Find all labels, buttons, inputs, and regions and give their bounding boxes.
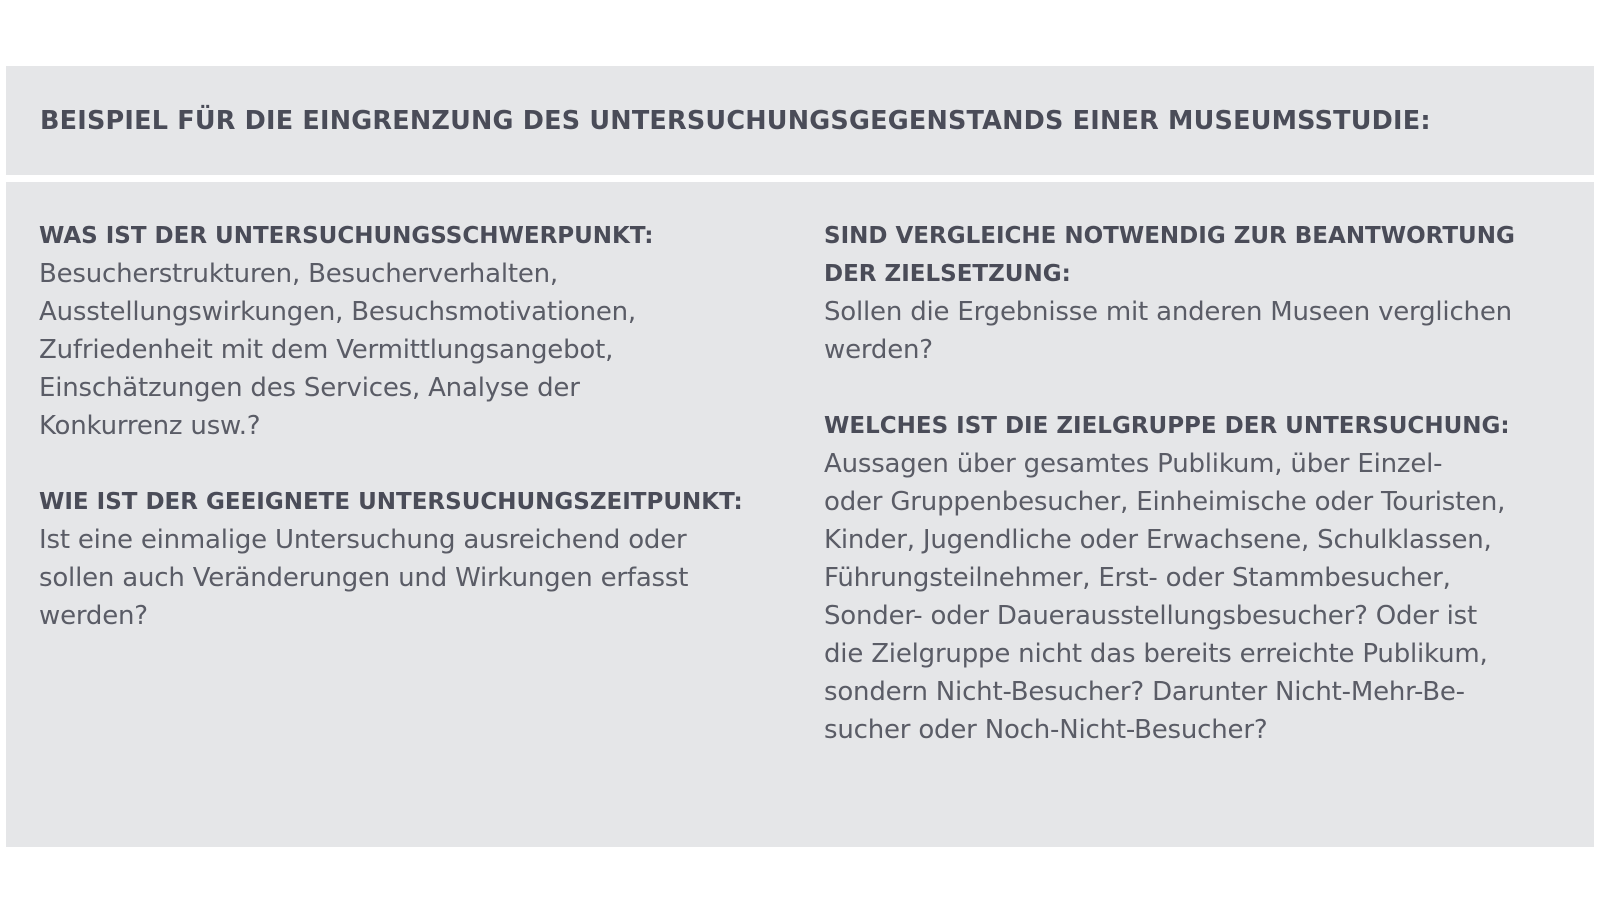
timing-text-line: werden? (39, 601, 148, 631)
target-group-text-line: Aussagen über gesamtes Publikum, über Einzel- (824, 449, 1443, 479)
target-group-text-line: sondern Nicht-Besucher? Darunter Nicht-Mehr-Be- (824, 677, 1465, 707)
target-group-text-line: Sonder- oder Dauerausstellungsbesucher? Oder ist (824, 601, 1478, 631)
target-group-text-line: oder Gruppenbesucher, Einheimische oder Touristen, (824, 487, 1506, 517)
target-group-text-line: Führungsteilnehmer, Erst- oder Stammbesucher, (824, 563, 1451, 593)
left-column (39, 217, 779, 673)
focus-text-line: Einschätzungen des Services, Analyse der (39, 373, 580, 403)
timing-text-line: Ist eine einmalige Untersuchung ausreichend oder (39, 525, 687, 555)
page-title: BEISPIEL FÜR DIE EINGRENZUNG DES UNTERSUCHUNGSGEGENSTANDS EINER MUSEUMSSTUDIE: (40, 105, 1431, 136)
target-group-text-line: die Zielgruppe nicht das bereits erreichte Publikum, (824, 639, 1488, 669)
comparison-text-line: Sollen die Ergebnisse mit anderen Museen verglichen (824, 297, 1512, 327)
header-band (6, 66, 1594, 175)
comparison-heading: SIND VERGLEICHE NOTWENDIG ZUR BEANTWORTUNG (824, 223, 1515, 249)
focus-block (39, 217, 779, 445)
target-group-text-line: sucher oder Noch-Nicht-Besucher? (824, 715, 1268, 745)
timing-block (39, 483, 779, 635)
target-group-heading: WELCHES IST DIE ZIELGRUPPE DER UNTERSUCHUNG: (824, 413, 1510, 439)
timing-text-line: sollen auch Veränderungen und Wirkungen erfasst (39, 563, 689, 593)
focus-heading: WAS IST DER UNTERSUCHUNGSSCHWERPUNKT: (39, 223, 654, 249)
target-group-text-line: Kinder, Jugendliche oder Erwachsene, Schulklassen, (824, 525, 1492, 555)
right-column (824, 217, 1576, 787)
content-panel (6, 182, 1594, 847)
comparison-heading: DER ZIELSETZUNG: (824, 261, 1071, 287)
comparison-block (824, 217, 1576, 369)
focus-text-line: Zufriedenheit mit dem Vermittlungsangebot, (39, 335, 614, 365)
focus-text-line: Konkurrenz usw.? (39, 411, 261, 441)
focus-text-line: Besucherstrukturen, Besucherverhalten, (39, 259, 558, 289)
timing-heading: WIE IST DER GEEIGNETE UNTERSUCHUNGSZEITPUNKT: (39, 489, 743, 515)
focus-text-line: Ausstellungswirkungen, Besuchsmotivationen, (39, 297, 636, 327)
target-group-block (824, 407, 1576, 749)
comparison-text-line: werden? (824, 335, 933, 365)
